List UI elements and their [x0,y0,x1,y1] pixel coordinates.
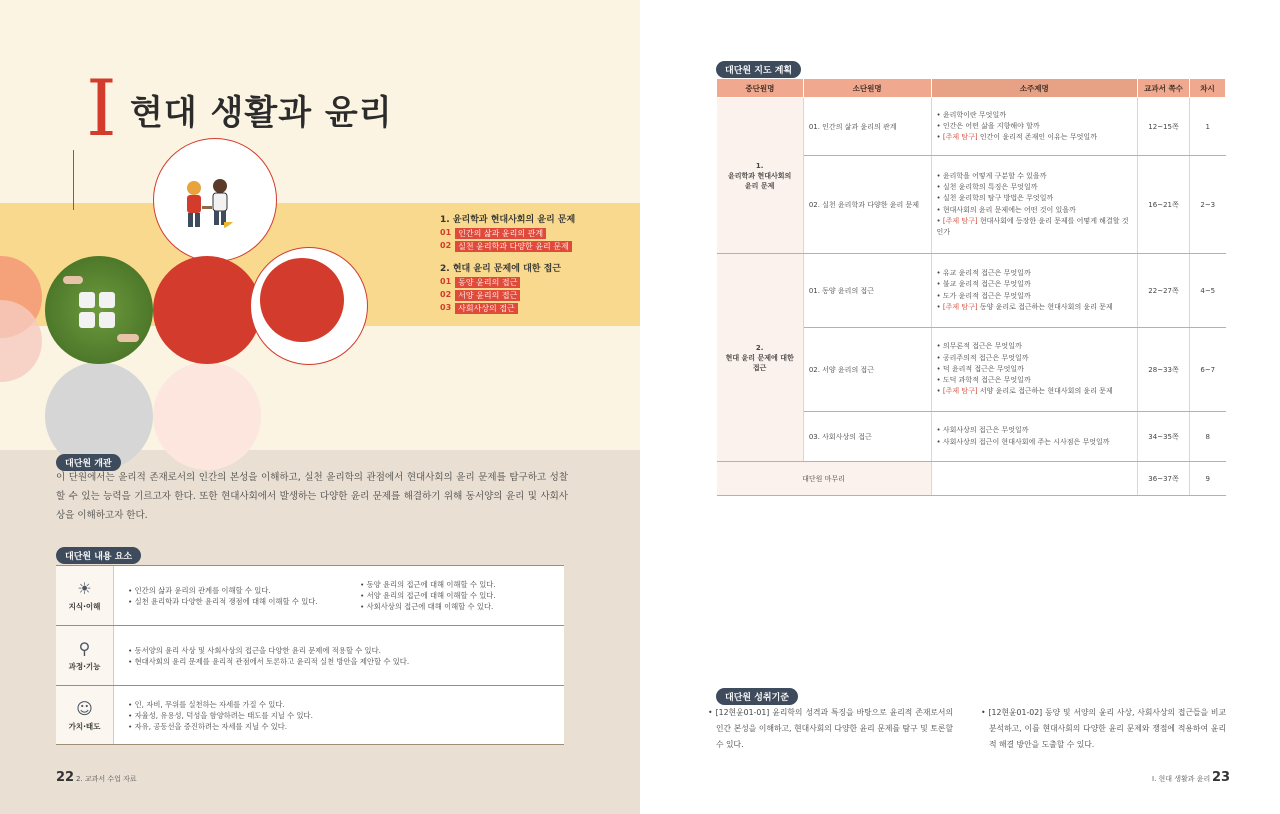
element-line: • 자유, 공동선을 증진하려는 자세를 지닐 수 있다. [128,721,288,731]
table-row-final [717,462,1226,496]
pages-cell: 28~33쪽 [1138,328,1190,412]
unit-item-label: 사회사상의 접근 [455,303,518,314]
footer-left-text: 2. 교과서 수업 자료 [76,775,137,783]
unit-item-number: 02 [440,290,452,299]
element-col-1 [128,585,360,607]
unit-item-label: 서양 윤리의 접근 [455,290,520,301]
element-line: • 사회사상의 접근에 대해 이해할 수 있다. [360,602,494,611]
topic-line: • 유교 윤리적 접근은 무엇일까 [936,268,1031,277]
hours-cell: 1 [1190,98,1226,156]
topic-text: 서양 윤리로 접근하는 현대사회의 윤리 문제 [977,387,1113,396]
table-row [717,254,1226,328]
pages-cell: 34~35쪽 [1138,412,1190,462]
topic-line [937,386,1133,397]
topic-line [937,302,1133,313]
element-line: • 동서양의 윤리 사상 및 사회사상의 접근을 다양한 윤리 문제에 적용할 수 있다. [128,645,381,655]
topic-line: • 현대사회의 윤리 문제에는 어떤 것이 있을까 [936,205,1076,214]
topic-bullet: • [936,133,943,142]
unit-list [440,212,640,323]
element-body [114,626,564,685]
header-hours: 차시 [1190,79,1226,98]
achievement-list [706,705,1226,753]
element-line: • 인, 자비, 무위를 실천하는 자세를 가질 수 있다. [128,699,285,709]
header-pages: 교과서 쪽수 [1138,79,1190,98]
sub-unit-cell: 01. 인간의 삶과 윤리의 관계 [803,98,931,156]
topic-tag: [주제 탐구] [942,133,978,142]
footer-right-text: I. 현대 생활과 윤리 [1152,775,1211,783]
hours-cell: 8 [1190,412,1226,462]
decor-circle-red-inner [260,258,344,342]
unit-item-label: 실천 윤리학과 다양한 윤리 문제 [455,241,572,252]
sub-unit-cell: 02. 실천 윤리학과 다양한 윤리 문제 [803,156,931,254]
hours-cell: 2~3 [1190,156,1226,254]
topics-cell [931,254,1138,328]
topics-cell [931,98,1138,156]
element-line: • 인간의 삶과 윤리의 관계를 이해할 수 있다. [128,585,271,595]
decor-circle-red [153,256,261,364]
content-elements-table [56,565,564,745]
final-label-cell: 대단원 마무리 [717,462,932,496]
unit-item-number: 03 [440,303,452,312]
final-empty-cell [931,462,1138,496]
table-row [717,98,1226,156]
element-body [114,566,564,625]
plan-pill: 대단원 지도 계획 [716,61,801,78]
unit-item-number: 02 [440,241,452,250]
achievement-item: • [12현윤01-02] 동양 및 서양의 윤리 사상, 사회사상의 접근들을 비교 분석하고, 이를 현대사회의 다양한 윤리 문제와 쟁점에 적용하여 윤리적 해결 방안을 도출할 수 있다. [981,708,1226,749]
head-icon: ☺ [76,698,93,718]
topic-line: • 사회사상의 접근은 무엇일까 [936,426,1029,435]
element-name: 지식·이해 [68,602,101,611]
magnifier-icon: ⚲ [78,639,91,658]
header-mid: 중단원명 [717,79,804,98]
topics-cell [931,412,1138,462]
topic-text: 인간이 윤리적 존재인 이유는 무엇일까 [977,133,1097,142]
divider-line [73,150,74,210]
unit-item [440,277,640,288]
pages-cell: 16~21쪽 [1138,156,1190,254]
topic-line: • 윤리학이란 무엇일까 [936,110,1006,119]
topic-line [937,132,1133,143]
element-name: 과정·기능 [68,662,101,671]
topic-line: • 의무론적 접근은 무엇일까 [936,342,1022,351]
topic-bullet: • [936,387,943,396]
topic-line: • 실천 윤리학의 특징은 무엇일까 [936,182,1038,191]
plan-table [716,78,1226,496]
element-icon-cell [56,626,114,685]
hours-cell: 4~5 [1190,254,1226,328]
element-body [114,686,564,744]
pages-cell: 12~15쪽 [1138,98,1190,156]
unit-item [440,228,640,239]
topics-cell [931,156,1138,254]
page-number-right: 23 [1212,770,1231,785]
sub-unit-cell: 02. 서양 윤리의 접근 [803,328,931,412]
element-col-1 [128,645,409,667]
page-number-left: 22 [56,770,75,785]
topic-line: • 도덕 과학적 접근은 무엇일까 [936,376,1031,385]
unit-item-label: 동양 윤리의 접근 [455,277,520,288]
element-line: • 동양 윤리의 접근에 대해 이해할 수 있다. [360,580,496,589]
element-line: • 자율성, 유용성, 덕성을 함양하려는 태도를 지닐 수 있다. [128,710,313,720]
element-col-2 [360,579,496,612]
unit-heading: 1. 윤리학과 현대사회의 윤리 문제 [440,215,576,225]
sub-unit-cell: 03. 사회사상의 접근 [803,412,931,462]
achievement-pill: 대단원 성취기준 [716,688,798,705]
elements-pill: 대단원 내용 요소 [56,547,141,564]
right-page [640,0,1280,814]
header-topic: 소주제명 [931,79,1138,98]
topic-line [937,216,1133,239]
unit-block-1 [440,212,640,252]
hours-cell: 9 [1190,462,1226,496]
unit-item [440,290,640,301]
mid-unit-name: 1. 윤리학과 현대사회의 윤리 문제 [728,161,792,190]
element-line: • 서양 윤리의 접근에 대해 이해할 수 있다. [360,591,496,600]
decor-circle-peach [153,362,261,470]
unit-block-2 [440,261,640,314]
mid-unit-name: 2. 현대 윤리 문제에 대한 접근 [725,343,794,372]
topic-line: • 덕 윤리적 접근은 무엇일까 [936,364,1024,373]
pages-cell: 22~27쪽 [1138,254,1190,328]
chapter-roman-numeral: I [86,64,117,154]
puzzle-hands-photo [45,256,153,364]
people-illustration-icon [172,172,242,232]
elements-label [56,544,141,564]
plan-header-row [717,79,1226,98]
pages-cell: 36~37쪽 [1138,462,1190,496]
mid-unit-cell [717,254,804,462]
element-icon-cell [56,686,114,744]
topic-line: • 실천 윤리학의 탐구 방법은 무엇일까 [936,194,1054,203]
element-col-1 [128,699,313,732]
topic-line: • 윤리학을 어떻게 구분할 수 있을까 [936,171,1047,180]
topic-line: • 사회사상의 접근이 현대사회에 주는 시사점은 무엇일까 [936,437,1110,446]
unit-item [440,241,640,252]
element-row-values [56,685,564,745]
unit-item-number: 01 [440,228,452,237]
element-row-process [56,625,564,685]
header-sub: 소단원명 [803,79,931,98]
topic-text: 동양 윤리로 접근하는 현대사회의 윤리 문제 [977,302,1113,311]
unit-heading: 2. 현대 윤리 문제에 대한 접근 [440,264,561,274]
topic-text: 현대사회에 등장한 윤리 문제를 어떻게 해결할 것인가 [936,216,1129,237]
topic-tag: [주제 탐구] [942,387,978,396]
plan-label [716,58,801,78]
topic-tag: [주제 탐구] [942,302,978,311]
unit-item [440,303,640,314]
topic-line: • 불교 윤리적 접근은 무엇일까 [936,280,1031,289]
element-row-knowledge [56,565,564,625]
element-line: • 현대사회의 윤리 문제를 윤리적 관점에서 토론하고 윤리적 실천 방안을 제안할 수 있다. [128,656,410,666]
topic-line: • 공리주의적 접근은 무엇일까 [936,353,1029,362]
overview-pill: 대단원 개관 [56,454,121,471]
unit-item-number: 01 [440,277,452,286]
achievement-label [716,685,798,705]
element-line: • 실천 윤리학과 다양한 윤리적 쟁점에 대해 이해할 수 있다. [128,596,318,606]
overview-text: 이 단원에서는 윤리적 존재로서의 인간의 본성을 이해하고, 실천 윤리학의 관점에서 현대사회의 윤리 문제를 탐구하고 성찰할 수 있는 능력을 기르고자 한다. 또한 현대사회에서 발생하는 다양한 윤리 문제를 해결하기 위해 동서양의 윤리 및 사회사상을 이해하고자 한다. [56,472,568,521]
hours-cell: 6~7 [1190,328,1226,412]
chapter-title: 현대 생활과 윤리 [130,93,393,133]
unit-item-label: 인간의 삶과 윤리의 관계 [455,228,546,239]
topics-cell [931,328,1138,412]
topic-bullet: • [936,216,943,225]
element-name: 가치·태도 [68,721,101,731]
topic-line: • 인간은 어떤 삶을 지향해야 할까 [936,121,1040,130]
lightbulb-icon: ☀ [77,579,92,598]
topic-bullet: • [936,302,943,311]
sub-unit-cell: 01. 동양 윤리의 접근 [803,254,931,328]
mid-unit-cell [717,98,804,254]
topic-line: • 도가 윤리적 접근은 무엇일까 [936,291,1031,300]
topic-tag: [주제 탐구] [942,216,978,225]
achievement-item: • [12현윤01-01] 윤리학의 성격과 특징을 바탕으로 윤리적 존재로서의 인간 본성을 이해하고, 현대사회의 다양한 윤리 문제를 탐구 및 토론할 수 있다. [708,708,953,749]
element-icon-cell [56,566,114,625]
